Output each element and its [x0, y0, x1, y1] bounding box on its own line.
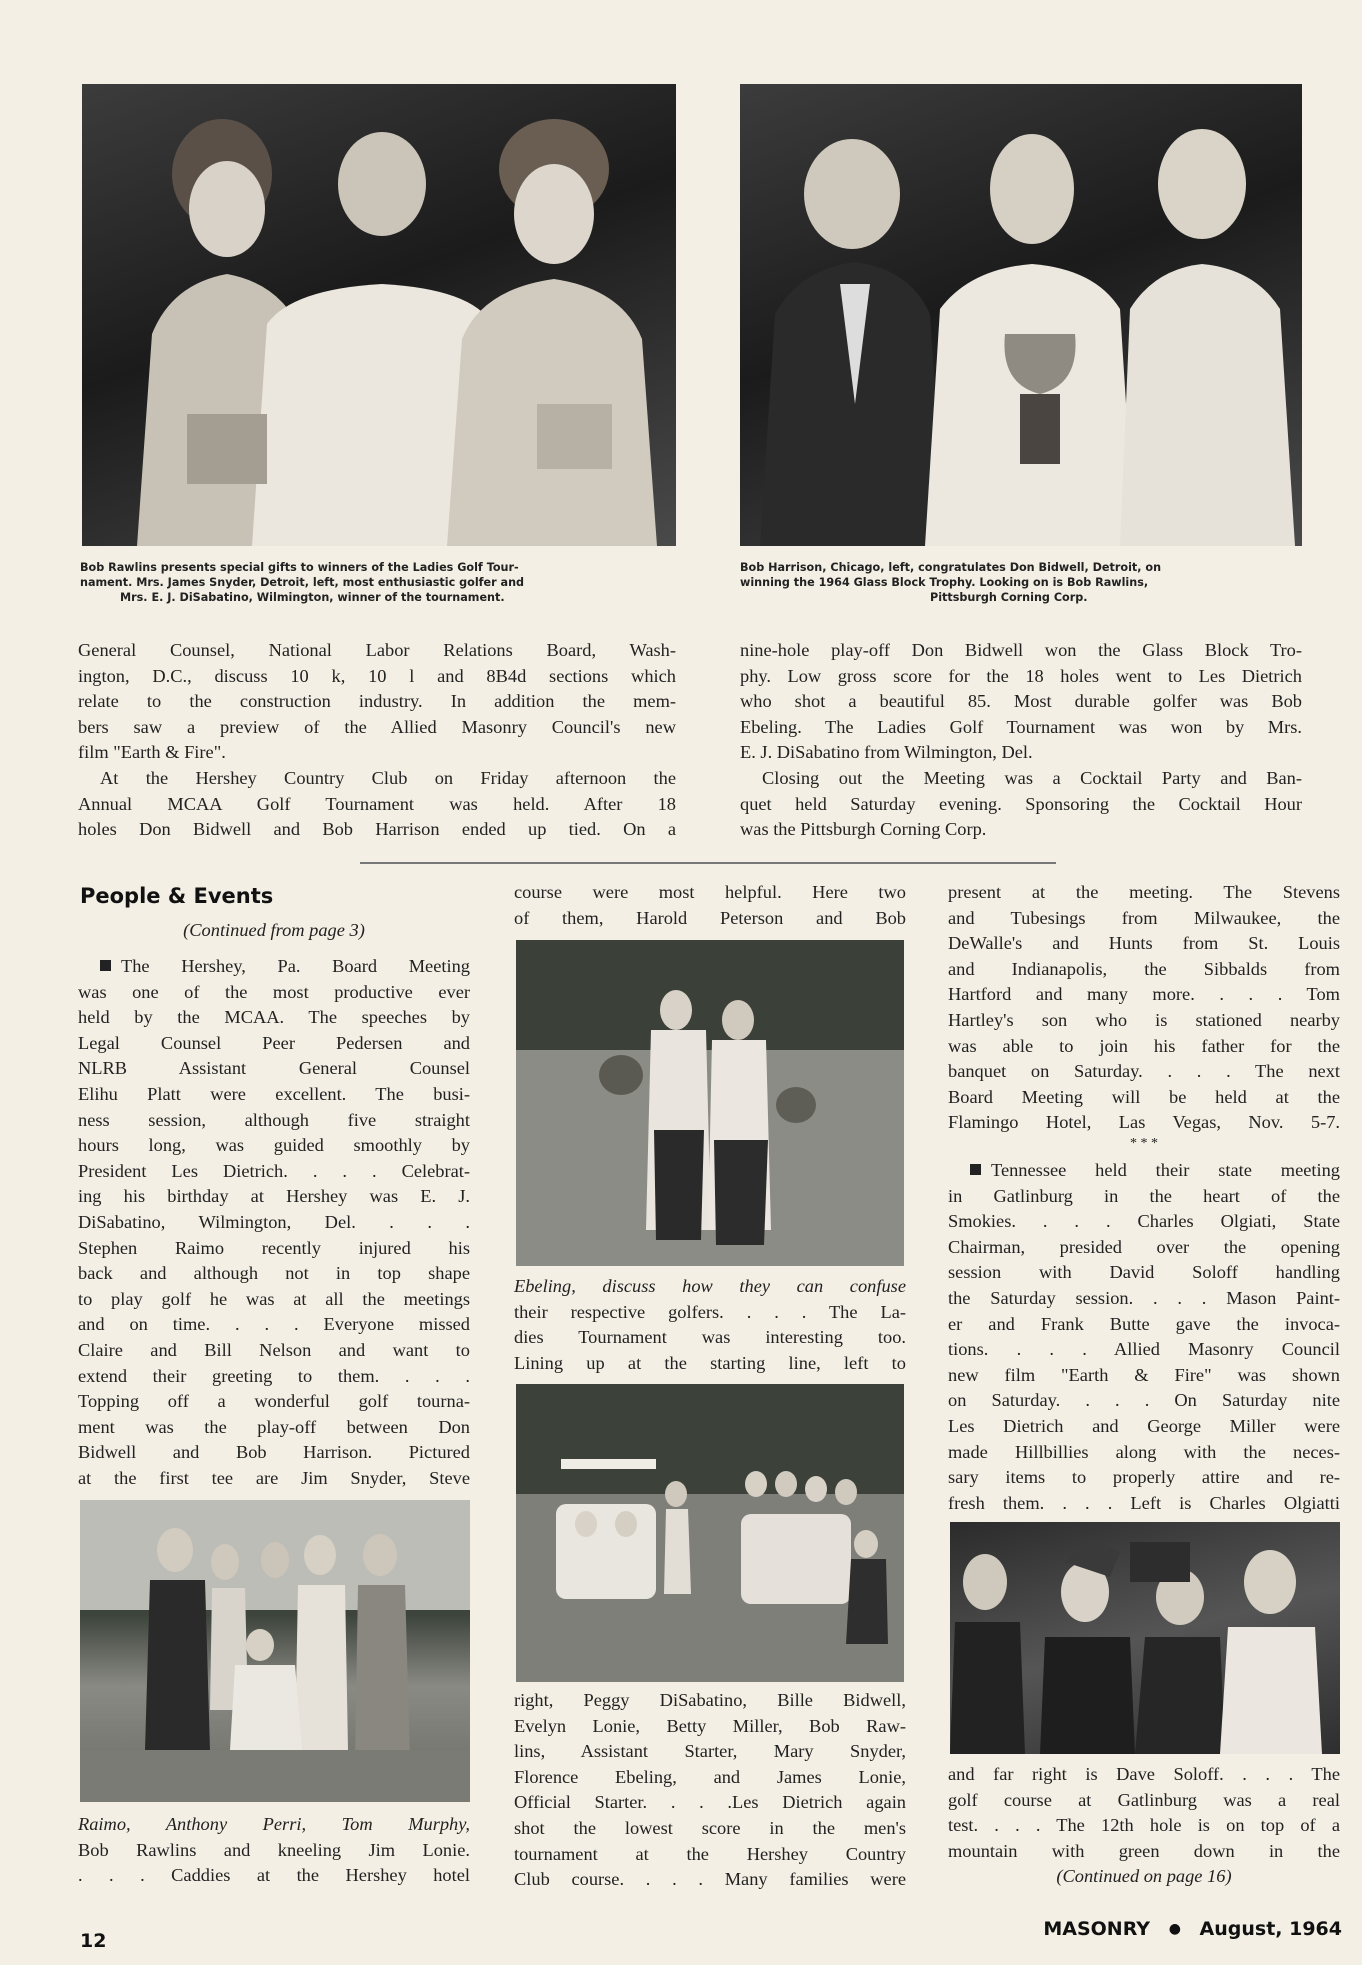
text-line: er and Frank Butte gave the invoca- [948, 1313, 1340, 1334]
text-line: on Saturday. . . . On Saturday nite [948, 1390, 1340, 1411]
text-line: NLRB Assistant General Counsel [78, 1058, 470, 1079]
text-span: Tennessee held their state meeting [991, 1160, 1340, 1180]
text-line: tions. . . . Allied Masonry Council [948, 1339, 1340, 1360]
text-line: right, Peggy DiSabatino, Bille Bidwell, [514, 1690, 906, 1710]
text-span: Ebeling, discuss how they can confuse [514, 1276, 906, 1296]
text-line: Hartley's son who is stationed nearby [948, 1009, 1340, 1030]
photo-trophy-art [740, 84, 1302, 546]
text-line: dies Tournament was interesting too. [514, 1327, 906, 1348]
photo-glass-block-trophy [740, 84, 1302, 546]
text-line: nine-hole play-off Don Bidwell won the Glass Block Tro- [740, 640, 1302, 660]
text-line: was able to join his father for the [948, 1035, 1340, 1056]
continued-on-note: (Continued on page 16) [1056, 1866, 1232, 1887]
text-line: their respective golfers. . . . The La- [514, 1301, 906, 1322]
text-line: bers saw a preview of the Allied Masonry Council's new [78, 716, 676, 737]
continued-from-note [78, 918, 470, 944]
text-line: Official Starter. . . .Les Dietrich again [514, 1792, 906, 1813]
text-line: and Indianapolis, the Sibbalds from [948, 958, 1340, 979]
column-1-after-photo [78, 1812, 470, 1889]
text-line: shot the lowest score in the men's [514, 1817, 906, 1838]
text-line [78, 954, 470, 980]
text-line: session with David Soloff handling [948, 1262, 1340, 1283]
text-line: and on time. . . . Everyone missed [78, 1314, 470, 1335]
caption-line: winning the 1964 Glass Block Trophy. Looking on is Bob Rawlins, [740, 576, 1149, 589]
page-number: 12 [80, 1930, 107, 1952]
text-line: and far right is Dave Soloff. . . . The [948, 1764, 1340, 1784]
text-line: new film "Earth & Fire" was shown [948, 1364, 1340, 1385]
text-line: Closing out the Meeting was a Cocktail Party and Ban- [762, 767, 1302, 788]
magazine-issue-line [1002, 1918, 1342, 1940]
column-2-top-text [514, 880, 906, 931]
caption-line: Bob Rawlins presents special gifts to winners of the Ladies Golf Tour- [80, 561, 519, 574]
bullet-icon [970, 1164, 981, 1175]
column-2-bottom-text [514, 1688, 906, 1893]
text-line: phy. Low gross score for the 18 holes went to Les Dietrich [740, 665, 1302, 686]
text-line: President Les Dietrich. . . . Celebrat- [78, 1160, 470, 1181]
photo-caddies-art [516, 940, 904, 1266]
text-line: fresh them. . . . Left is Charles Olgiatti [948, 1492, 1340, 1513]
text-line: golf course at Gatlinburg was a real [948, 1789, 1340, 1810]
text-line: Stephen Raimo recently injured his [78, 1237, 470, 1258]
text-line: ing his birthday at Hershey was E. J. [78, 1186, 470, 1207]
photo-trophy-caption [740, 560, 1304, 605]
text-line: Claire and Bill Nelson and want to [78, 1339, 470, 1360]
photo-ladies-golf-winners [82, 84, 676, 546]
text-line: back and although not in top shape [78, 1263, 470, 1284]
continued-from-text: (Continued from page 3) [183, 920, 365, 940]
text-line: Chairman, presided over the opening [948, 1236, 1340, 1257]
caption-line: Pittsburgh Corning Corp. [930, 591, 1088, 604]
text-line: Topping off a wonderful golf tourna- [78, 1391, 470, 1412]
text-line: holes Don Bidwell and Bob Harrison ended up tied. On a [78, 819, 676, 840]
text-line: Flamingo Hotel, Las Vegas, Nov. 5-7. [948, 1112, 1340, 1133]
text-line: Lining up at the starting line, left to [514, 1352, 906, 1373]
text-line: E. J. DiSabatino from Wilmington, Del. [740, 742, 1033, 763]
text-line: present at the meeting. The Stevens [948, 882, 1340, 902]
text-line: ington, D.C., discuss 10 k, 10 l and 8B4d sections which [78, 665, 676, 686]
separator-stars: * * * [1130, 1135, 1158, 1151]
text-line: quet held Saturday evening. Sponsoring the Cocktail Hour [740, 793, 1302, 814]
text-line: and Tubesings from Milwaukee, the [948, 907, 1340, 928]
text-line: ment was the play-off between Don [78, 1416, 470, 1437]
text-line: Evelyn Lonie, Betty Miller, Bob Raw- [514, 1715, 906, 1736]
photo-first-tee-art [80, 1500, 470, 1802]
text-line: ness session, although five straight [78, 1109, 470, 1130]
column-1-text [78, 954, 470, 1491]
photo-ladies-golf-caption [80, 560, 678, 605]
text-line: DeWalle's and Hunts from St. Louis [948, 933, 1340, 954]
photo-ladies-golf-art [82, 84, 676, 546]
separator-dot-icon: ● [1168, 1921, 1181, 1937]
text-line: relate to the construction industry. In addition the mem- [78, 691, 676, 712]
bullet-icon [100, 960, 111, 971]
issue-date: August, 1964 [1199, 1918, 1342, 1940]
column-3-bottom-text [948, 1762, 1340, 1890]
text-line: mountain with green down in the [948, 1840, 1340, 1861]
text-line: in Gatlinburg in the heart of the [948, 1185, 1340, 1206]
text-line: test. . . . The 12th hole is on top of a [948, 1815, 1340, 1836]
caption-line: nament. Mrs. James Snyder, Detroit, left, most enthusiastic golfer and [80, 576, 525, 589]
text-line: to play golf he was at all the meetings [78, 1288, 470, 1309]
photo-first-tee-group [80, 1500, 470, 1802]
photo-starting-line-art [516, 1384, 904, 1682]
text-line: held by the MCAA. The speeches by [78, 1007, 470, 1028]
text-line: Annual MCAA Golf Tournament was held. After 18 [78, 793, 676, 814]
section-divider [360, 862, 1056, 864]
text-line: Hartford and many more. . . . Tom [948, 984, 1340, 1005]
text-line [948, 1158, 1340, 1184]
text-line: was one of the most productive ever [78, 981, 470, 1002]
text-line: DiSabatino, Wilmington, Del. . . . [78, 1211, 470, 1232]
caption-line: Bob Harrison, Chicago, left, congratulates Don Bidwell, Detroit, on [740, 561, 1162, 574]
photo-hillbillies-art [950, 1522, 1340, 1754]
text-line: hours long, was guided smoothly by [78, 1135, 470, 1156]
text-line: lins, Assistant Starter, Mary Snyder, [514, 1741, 906, 1762]
text-line: course were most helpful. Here two [514, 882, 906, 902]
text-line: Club course. . . . Many families were [514, 1869, 906, 1890]
text-line: of them, Harold Peterson and Bob [514, 907, 906, 928]
section-title: People & Events [80, 884, 274, 908]
text-line: Florence Ebeling, and James Lonie, [514, 1766, 906, 1787]
text-line: Ebeling. The Ladies Golf Tournament was won by Mrs. [740, 716, 1302, 737]
caption-line: Mrs. E. J. DiSabatino, Wilmington, winner of the tournament. [120, 591, 505, 604]
text-line: Bob Rawlins and kneeling Jim Lonie. [78, 1839, 470, 1860]
text-line: Les Dietrich and George Miller were [948, 1415, 1340, 1436]
top-left-article-text [78, 638, 676, 843]
text-line: at the first tee are Jim Snyder, Steve [78, 1467, 470, 1488]
text-line: was the Pittsburgh Corning Corp. [740, 819, 987, 840]
top-right-article-text [740, 638, 1302, 843]
text-line: banquet on Saturday. . . . The next [948, 1061, 1340, 1082]
magazine-name: MASONRY [1043, 1918, 1151, 1940]
text-line: film "Earth & Fire". [78, 742, 226, 763]
text-line: Raimo, Anthony Perri, Tom Murphy, [78, 1814, 470, 1834]
photo-caddies [516, 940, 904, 1266]
text-line: Bidwell and Bob Harrison. Pictured [78, 1442, 470, 1463]
column-2-mid-text [514, 1274, 906, 1376]
text-line: who shot a beautiful 85. Most durable golfer was Bob [740, 691, 1302, 712]
text-line: Board Meeting will be held at the [948, 1086, 1340, 1107]
text-line: sary items to properly attire and re- [948, 1467, 1340, 1488]
text-span: The Hershey, Pa. Board Meeting [121, 956, 470, 976]
text-line: tournament at the Hershey Country [514, 1843, 906, 1864]
text-line: Elihu Platt were excellent. The busi- [78, 1083, 470, 1104]
text-line: Smokies. . . . Charles Olgiati, State [948, 1211, 1340, 1232]
photo-hillbillies [950, 1522, 1340, 1754]
text-line: made Hillbillies along with the neces- [948, 1441, 1340, 1462]
text-line: At the Hershey Country Club on Friday afternoon the [100, 767, 676, 788]
text-line: Legal Counsel Peer Pedersen and [78, 1032, 470, 1053]
text-line: extend their greeting to them. . . . [78, 1365, 470, 1386]
text-line [514, 1274, 906, 1300]
column-3-mid-text [948, 1158, 1340, 1516]
text-line: the Saturday session. . . . Mason Paint- [948, 1287, 1340, 1308]
column-3-top-text [948, 880, 1340, 1152]
text-line: . . . Caddies at the Hershey hotel [78, 1865, 470, 1886]
text-line: General Counsel, National Labor Relations Board, Wash- [78, 640, 676, 660]
photo-starting-line [516, 1384, 904, 1682]
